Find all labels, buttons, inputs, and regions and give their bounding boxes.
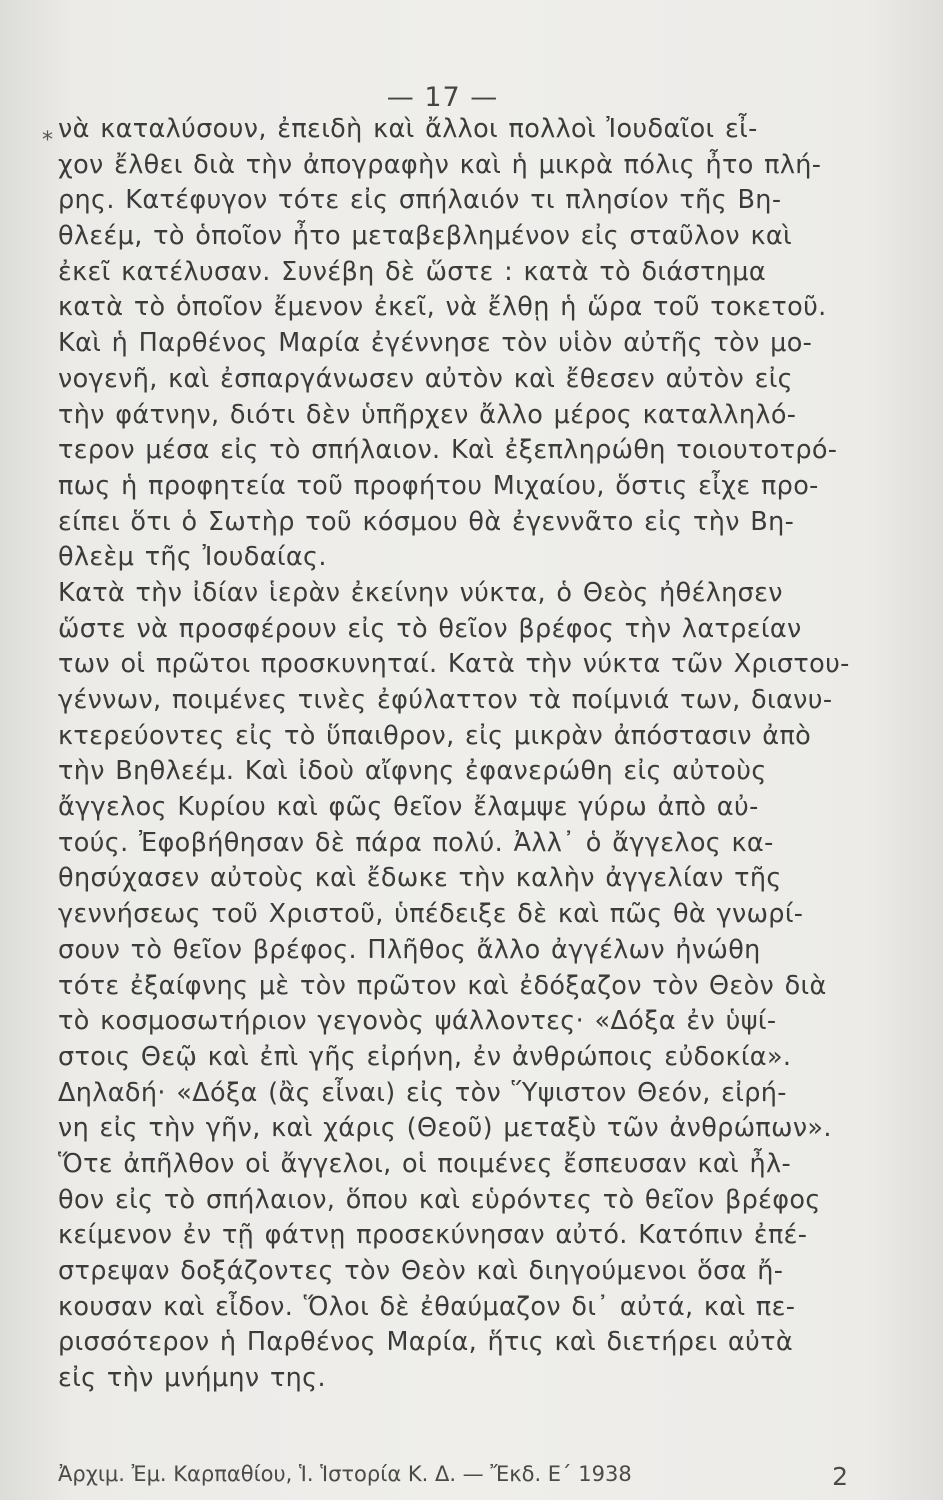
text-line: γεννήσεως τοῦ Χριστοῦ, ὑπέδειξε δὲ καὶ πῶς θὰ γνωρί- <box>58 899 804 930</box>
text-line: κατὰ τὸ ὁποῖον ἔμενον ἐκεῖ, νὰ ἔλθῃ ἡ ὥρα τοῦ τοκετοῦ. <box>58 292 827 323</box>
text-line <box>58 1397 858 1433</box>
text-line: τὴν φάτνην, διότι δὲν ὑπῆρχεν ἄλλο μέρος καταλληλό- <box>58 399 797 430</box>
text-line: τότε ἐξαίφνης μὲ τὸν πρῶτον καὶ ἐδόξαζον τὸν Θεὸν διὰ <box>58 970 827 1001</box>
text-line: νογενῆ, καὶ ἐσπαργάνωσεν αὐτὸν καὶ ἔθεσεν αὐτὸν εἰς <box>58 363 793 394</box>
page-number: — 17 — <box>386 82 499 113</box>
text-line: Δηλαδή· «Δόξα (ἂς εἶναι) εἰς τὸν Ὕψιστον Θεόν, εἰρή- <box>58 1077 787 1108</box>
text-line: κτερεύοντες εἰς τὸ ὕπαιθρον, εἰς μικρὰν ἀπόστασιν ἀπὸ <box>58 720 812 751</box>
text-line: ἐκεῖ κατέλυσαν. Συνέβη δὲ ὥστε : κατὰ τὸ διάστημα <box>58 256 767 287</box>
text-line: θησύχασεν αὐτοὺς καὶ ἔδωκε τὴν καλὴν ἀγγελίαν τῆς <box>58 863 782 894</box>
text-line: Καὶ ἡ Παρθένος Μαρία ἐγέννησε τὸν υἱὸν αὐτῆς τὸν μο- <box>58 328 813 359</box>
text-line: νὰ καταλύσουν, ἐπειδὴ καὶ ἄλλοι πολλοὶ Ἰουδαῖοι εἶ- <box>58 114 758 144</box>
signature-mark: 2 <box>832 1462 848 1491</box>
text-line: ἄγγελος Κυρίου καὶ φῶς θεῖον ἔλαμψε γύρω ἀπὸ αὐ- <box>58 792 759 823</box>
text-line: τὸ κοσμοσωτήριον γεγονὸς ψάλλοντες· «Δόξα ἐν ὑψί- <box>58 1006 777 1037</box>
text-line: θλεὲμ τῆς Ἰουδαίας. <box>58 542 327 573</box>
text-line: νη εἰς τὴν γῆν, καὶ χάρις (Θεοῦ) μεταξὺ τῶν ἀνθρώπων». <box>58 1113 832 1144</box>
text-line: κείμενον ἐν τῇ φάτνῃ προσεκύνησαν αὐτό. Κατόπιν ἐπέ- <box>58 1220 808 1251</box>
text-line: θον εἰς τὸ σπήλαιον, ὅπου καὶ εὑρόντες τὸ θεῖον βρέφος <box>58 1184 821 1215</box>
text-line: εἰς τὴν μνήμην της. <box>58 1363 326 1394</box>
text-line: στοις Θεῷ καὶ ἐπὶ γῆς εἰρήνη, ἐν ἀνθρώποις εὐδοκία». <box>58 1041 792 1072</box>
body-text <box>58 112 858 1432</box>
text-line: ὥστε νὰ προσφέρουν εἰς τὸ θεῖον βρέφος τὴν λατρείαν <box>58 613 802 644</box>
text-line: στρεψαν δοξάζοντες τὸν Θεὸν καὶ διηγούμενοι ὅσα ἤ- <box>58 1256 784 1286</box>
footer-citation: Ἀρχιμ. Ἐμ. Καρπαθίου, Ἱ. Ἱστορία Κ. Δ. — Ἔκδ. Ε´ 1938 <box>58 1462 632 1486</box>
text-line: θλεέμ, τὸ ὁποῖον ἦτο μεταβεβλημένον εἰς σταῦλον καὶ <box>58 221 792 252</box>
margin-asterisk-mark: * <box>42 128 53 153</box>
text-line: τούς. Ἐφοβήθησαν δὲ πάρα πολύ. Ἀλλ᾽ ὁ ἄγγελος κα- <box>58 827 774 858</box>
page-footer <box>58 1462 848 1491</box>
text-line: ρισσότερον ἡ Παρθένος Μαρία, ἥτις καὶ διετήρει αὐτὰ <box>58 1327 793 1358</box>
text-line: χον ἔλθει διὰ τὴν ἀπογραφὴν καὶ ἡ μικρὰ πόλις ἦτο πλή- <box>58 149 822 180</box>
text-line: είπει ὅτι ὁ Σωτὴρ τοῦ κόσμου θὰ ἐγεννᾶτο εἰς τὴν Βη- <box>58 506 795 537</box>
text-line: πως ἡ προφητεία τοῦ προφήτου Μιχαίου, ὅστις εἶχε προ- <box>58 470 819 501</box>
text-line: ρης. Κατέφυγον τότε εἰς σπήλαιόν τι πλησίον τῆς Βη- <box>58 185 782 216</box>
text-line: κουσαν καὶ εἶδον. Ὅλοι δὲ ἐθαύμαζον δι᾽ αὐτά, καὶ πε- <box>58 1291 796 1322</box>
text-line: γέννων, ποιμένες τινὲς ἐφύλαττον τὰ ποίμνιά των, διανυ- <box>58 685 833 715</box>
text-line: σουν τὸ θεῖον βρέφος. Πλῆθος ἄλλο ἀγγέλων ἠνώθη <box>58 934 761 965</box>
text-line: Ὅτε ἀπῆλθον οἱ ἄγγελοι, οἱ ποιμένες ἔσπευσαν καὶ ἦλ- <box>58 1148 791 1179</box>
text-line: των οἱ πρῶτοι προσκυνηταί. Κατὰ τὴν νύκτα τῶν Χριστου- <box>58 649 850 680</box>
text-line: τερον μέσα εἰς τὸ σπήλαιον. Καὶ ἐξεπληρώθη τοιουτοτρό- <box>58 435 838 466</box>
text-line: τὴν Βηθλεέμ. Καὶ ἰδοὺ αἴφνης ἐφανερώθη εἰς αὐτοὺς <box>58 756 767 787</box>
text-line: Κατὰ τὴν ἰδίαν ἱερὰν ἐκείνην νύκτα, ὁ Θεὸς ἠθέλησεν <box>58 577 783 608</box>
